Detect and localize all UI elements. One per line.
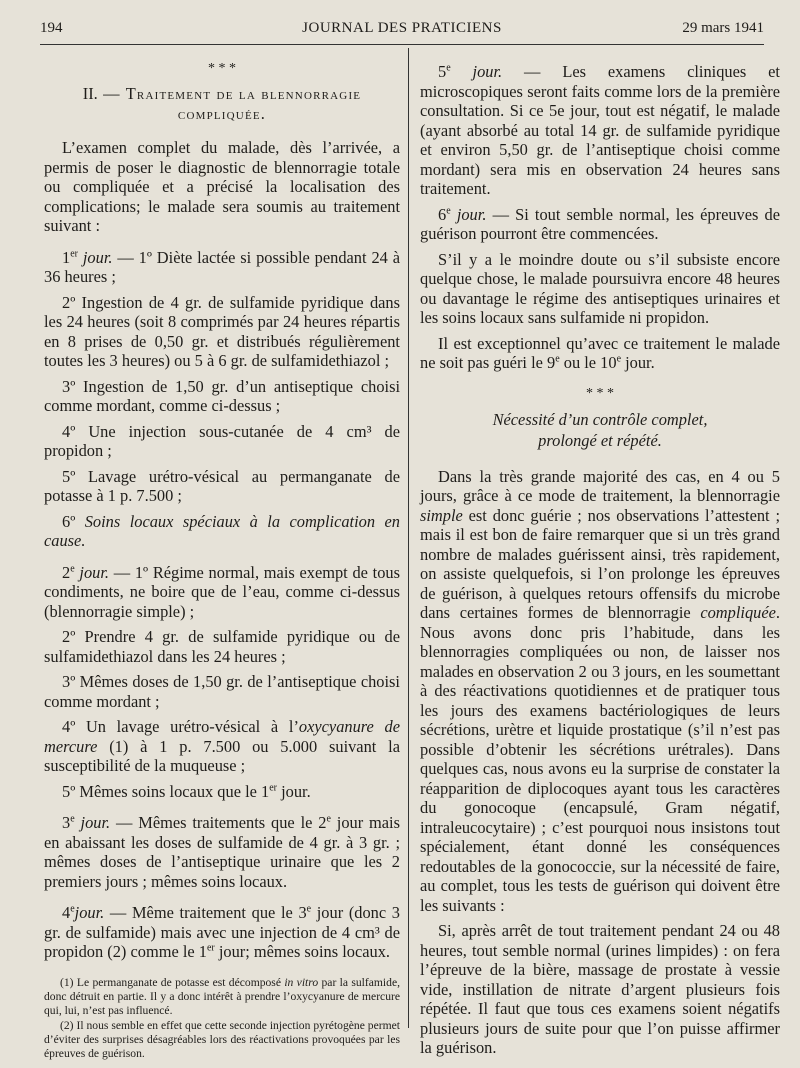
day5-paragraph: 5e jour. — Les examens cliniques et microscopiques seront faits comme lors de la première consultation. Si ce 5e jour, tout est négatif, le malade (ayant absorbé au total 14 gr. de sulfamide pyridique et environ 5,50 gr. de l’antiseptique choisi comme mordant) sera mis en observation 24 heures sans traitement. [420, 62, 780, 198]
running-header [40, 20, 764, 42]
doubt-paragraph: S’il y a le moindre doute ou s’il subsiste encore quelque chose, le malade poursuivra encore 48 heures ou davantage le régime des antiseptiques urinaires et les soins locaux sans sulfamide ni propidon. [420, 249, 780, 327]
section-title-text: Traitement de la blennorragie compliquée. [125, 84, 362, 123]
day1-item5: 5º Lavage urétro-vésical au permanganate de potasse à 1 p. 7.500 ; [44, 466, 400, 505]
header-rule [40, 44, 764, 45]
exception-paragraph: Il est exceptionnel qu’avec ce traitement le malade ne soit pas guéri le 9e ou le 10e jour. [420, 333, 780, 372]
day4-paragraph: 4ejour. — Même traitement que le 3e jour (donc 3 gr. de sulfamide) mais avec une injection de 4 cm³ de propidon (2) comme le 1er jour; mêmes soins locaux. [44, 903, 400, 961]
day2-item1: 2e jour. — 1º Régime normal, mais exempt de tous condiments, ne boire que de l’eau, comme ci-dessus (blennorragie simple) ; [44, 562, 400, 621]
day2-item2: 2º Prendre 4 gr. de sulfamide pyridique ou de sulfamidethiazol dans les 24 heures ; [44, 627, 400, 666]
left-column [44, 60, 400, 1062]
section-number: II. [82, 84, 98, 103]
day2-item3: 3º Mêmes doses de 1,50 gr. de l’antiseptique choisi comme mordant ; [44, 672, 400, 711]
footnotes [44, 976, 400, 1061]
day6-paragraph: 6e jour. — Si tout semble normal, les épreuves de guérison pourront être commencées. [420, 204, 780, 243]
issue-date: 29 mars 1941 [682, 20, 764, 36]
day3-paragraph: 3e jour. — Mêmes traitements que le 2e jour mais en abaissant les doses de sulfamide de 4 gr. à 3 gr. ; mêmes doses de l’antiseptique urinaire que les 2 premiers jours ; mêmes soins locaux. [44, 813, 400, 891]
day1-item1: 1er jour. — 1º Diète lactée si possible pendant 24 à 36 heures ; [44, 247, 400, 286]
column-divider [408, 48, 409, 1028]
section-title [44, 84, 400, 124]
page-number: 194 [40, 20, 63, 36]
right-column [420, 62, 780, 1064]
majority-paragraph: Dans la très grande majorité des cas, en 4 ou 5 jours, grâce à ce mode de traitement, la blennorragie simple est donc guérie ; nos observations l’attestent ; mais il est bon de faire remarquer que si un très grand nombre de malades guérissent ainsi, très rapidement, on assiste quelquefois, si l’on prolonge les épreuves de guérison, à quelques retours offensifs du microbe dans certaines formes de blennorragie compliquée. Nous avons donc pris l’habitude, dans les blennorragies compliquées ou non, de laisser nos malades en observation 2 ou 3 jours, en les soumettant à des réactivations quotidiennes et de pratiquer tous les jours des examens bactériologiques de leurs sécrétions, urètre et liquide prostatique (s’il n’est pas possible d’obtenir les sécrétions urétrales). Dans quelques cas, nous avons eu la surprise de constater la réapparition de diplocoques ayant tous les caractères du gonocoque (encapsulé, Gram négatif, intraleucocytaire) ; c’est pourquoi nous insistons tout spécialement, étant donné les conséquences redoutables de la gonococcie, sur la nécessité de faire, au complet, tous les tests de guérison qui doivent être les suivants : [420, 466, 780, 915]
subsection-title: Nécessité d’un contrôle complet, prolongé et répété. [492, 409, 708, 450]
journal-title: JOURNAL DES PRATICIENS [302, 20, 502, 36]
footnote-1: (1) Le permanganate de potasse est décomposé in vitro par la sulfamide, donc détruit en partie. Il y a donc intérêt à prendre l’oxycyanure de mercure qui, lui, n’est pas influencé. [44, 975, 400, 1017]
day2-item5: 5º Mêmes soins locaux que le 1er jour. [62, 781, 311, 801]
day1-item6: 6º Soins locaux spéciaux à la complication en cause. [44, 511, 400, 550]
day1-item4: 4º Une injection sous-cutanée de 4 cm³ de propidon ; [44, 421, 400, 460]
tests-paragraph: Si, après arrêt de tout traitement pendant 24 ou 48 heures, tout semble normal (urines limpides) : on fera l’épreuve de la bière, massage de prostate à vessie vide, instillation de nitrate d’argent plusieurs fois répétée. Il faut que tous ces examens soient négatifs plusieurs jours de suite pour que l’on puisse affirmer la guérison. [420, 921, 780, 1057]
day1-item2: 2º Ingestion de 4 gr. de sulfamide pyridique dans les 24 heures (soit 8 comprimés par 24 heures répartis en 8 prises de 0,50 gr. et distribués régulièrement toutes les 3 heures) ou 5 à 6 gr. de sulfamidethiazol ; [44, 292, 400, 370]
day2-item4: 4º Un lavage urétro-vésical à l’oxycyanure de mercure (1) à 1 p. 7.500 ou 5.000 suivant la susceptibilité de la muqueuse ; [44, 717, 400, 775]
footnote-2: (2) Il nous semble en effet que cette seconde injection pyrétogène permet d’éviter des surprises désagréables lors des réactivations provoquées par les épreuves de guérison. [44, 1018, 400, 1060]
intro-paragraph: L’examen complet du malade, dès l’arrivée, a permis de poser le diagnostic de blennorragie totale ou compliquée et a précisé la localisation des complications; le malade sera soumis au traitement suivant : [44, 138, 400, 235]
section-dash: — [103, 84, 121, 103]
section-separator-stars-2: * * * [586, 385, 614, 401]
section-separator-stars: * * * [208, 61, 236, 76]
day1-item3: 3º Ingestion de 1,50 gr. d’un antiseptique choisi comme mordant, comme ci-dessus ; [44, 376, 400, 415]
